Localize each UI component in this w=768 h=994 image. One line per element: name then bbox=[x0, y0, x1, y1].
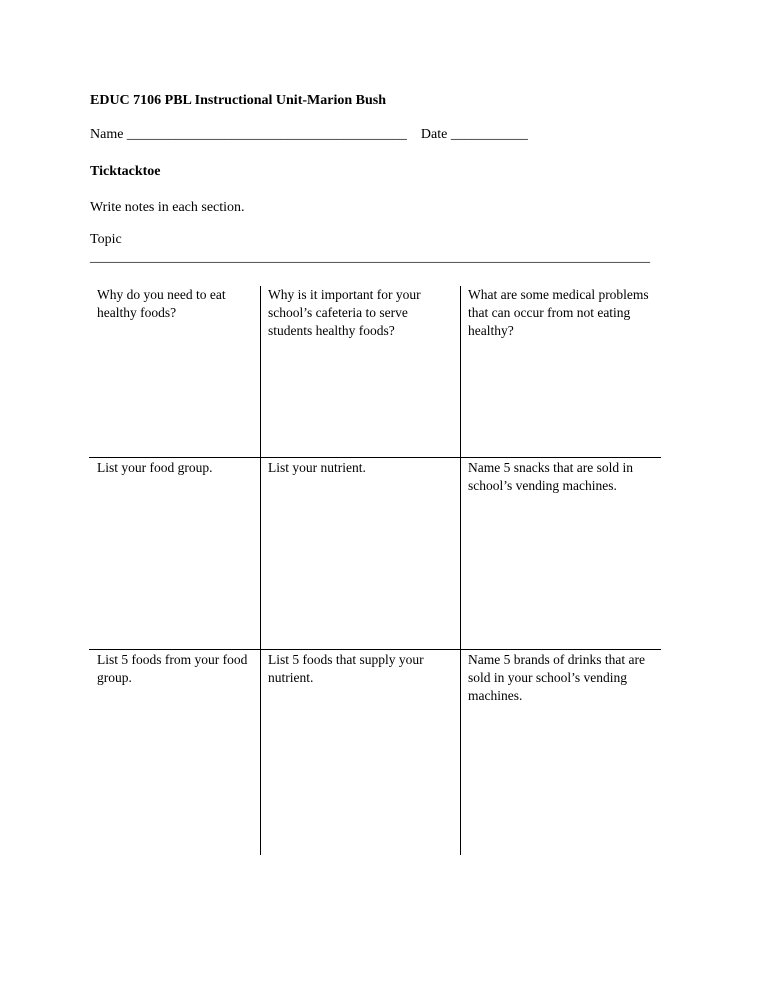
grid-row bbox=[89, 457, 661, 649]
instructions-text: Write notes in each section. bbox=[90, 200, 245, 215]
grid-cell-medical-problems[interactable]: What are some medical problems that can occur from not eating healthy? bbox=[468, 287, 649, 338]
grid-cell-foods-nutrient[interactable]: List 5 foods that supply your nutrient. bbox=[261, 650, 461, 855]
topic-line[interactable]: ________________________________________________________________________________ bbox=[90, 250, 650, 265]
ticktacktoe-grid bbox=[89, 286, 661, 855]
grid-cell-cafeteria[interactable]: Why is it important for your school’s cafeteria to serve students healthy foods? bbox=[261, 286, 461, 457]
grid-cell-foods-from-group[interactable]: List 5 foods from your food group. bbox=[89, 650, 261, 855]
grid-cell-food-group[interactable]: List your food group. bbox=[89, 458, 261, 649]
grid-row bbox=[89, 649, 661, 855]
grid-cell-drink-brands[interactable]: Name 5 brands of drinks that are sold in your school’s vending machines. bbox=[468, 652, 645, 703]
grid-cell-nutrient[interactable]: List your nutrient. bbox=[261, 458, 461, 649]
topic-label: Topic bbox=[90, 232, 122, 247]
name-date-line[interactable]: Name ________________________________________ Date ___________ bbox=[90, 127, 528, 142]
grid-cell-healthy-foods[interactable]: Why do you need to eat healthy foods? bbox=[89, 286, 261, 457]
activity-heading: Ticktacktoe bbox=[90, 164, 161, 179]
document-title: EDUC 7106 PBL Instructional Unit-Marion Bush bbox=[90, 93, 386, 108]
grid-cell-snacks[interactable]: Name 5 snacks that are sold in school’s vending machines. bbox=[468, 460, 633, 493]
grid-row bbox=[89, 286, 661, 457]
